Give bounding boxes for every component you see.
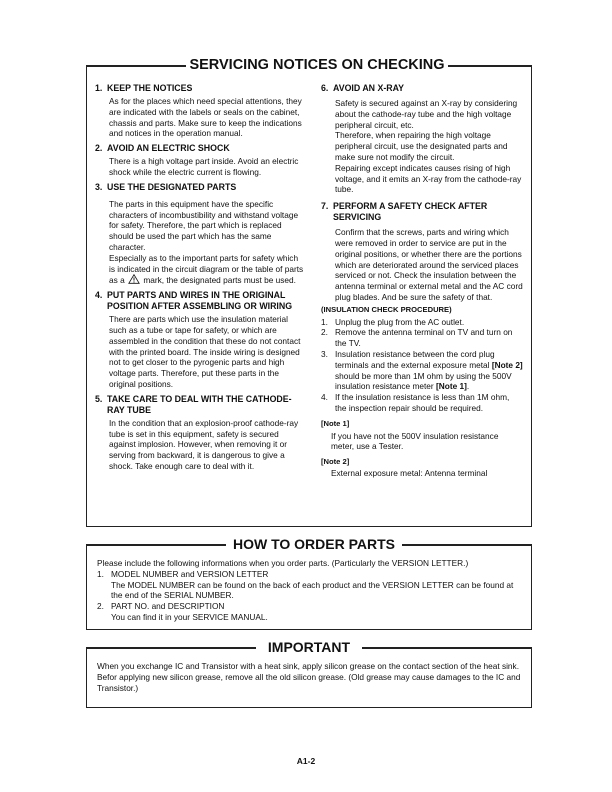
- section-heading-text: PERFORM A SAFETY CHECK AFTER SERVICING: [333, 201, 488, 223]
- note-2-reference: [Note 2]: [491, 359, 523, 370]
- section-number: 2.: [95, 143, 103, 154]
- order-item-number: 1.: [97, 568, 104, 579]
- order-title-rule-left: [86, 544, 226, 546]
- important-body: When you exchange IC and Transistor with a heat sink, apply silicon grease on the contact section of the heat sink. Befor applying new silicon grease, remove all the old silicon grease. (Old grease may cause damages to the IC and Transistor.): [97, 661, 521, 693]
- order-title-rule-right: [402, 544, 532, 546]
- servicing-title: SERVICING NOTICES ON CHECKING: [186, 57, 448, 74]
- step-text: Unplug the plug from the AC outlet.: [335, 316, 465, 327]
- step-text: If the insulation resistance is less than 1M ohm, the inspection repair should be required.: [335, 392, 510, 413]
- section-5-heading: [95, 394, 305, 416]
- order-item-2: [97, 601, 525, 612]
- section-3-body-2a: Especially as to the important parts for safety which is indicated in the circuit diagram or the table of parts as a: [109, 252, 304, 286]
- order-item-heading: PART NO. and DESCRIPTION: [111, 601, 225, 612]
- section-6-body-2: Therefore, when repairing the high voltage peripheral circuit, use the designated parts and make sure not modify the circuit.: [335, 130, 508, 162]
- section-heading-text: AVOID AN X-RAY: [333, 83, 405, 93]
- servicing-right-column: [321, 83, 523, 479]
- section-electric-shock: [95, 143, 305, 178]
- section-designated-parts: [95, 182, 305, 286]
- step-number: 3.: [321, 348, 328, 359]
- procedure-step: [321, 317, 523, 328]
- section-2-body: There is a high voltage part inside. Avoid an electric shock while the electric current is flowing.: [109, 156, 299, 177]
- section-heading-text: TAKE CARE TO DEAL WITH THE CATHODE-RAY TUBE: [107, 393, 292, 415]
- section-7-heading: [321, 201, 523, 223]
- order-parts-content: [97, 558, 525, 623]
- note-1-label: [Note 1]: [321, 418, 350, 428]
- note-1-text: If you have not the 500V insulation resistance meter, use a Tester.: [331, 430, 499, 452]
- section-1-body: As for the places which need special attentions, they are indicated with the labels or seals on the cabinet, chassis and parts. Make sure to keep the indications and notices in the operation manual.: [109, 96, 302, 139]
- section-heading-text: USE THE DESIGNATED PARTS: [107, 181, 237, 192]
- order-item-heading: MODEL NUMBER and VERSION LETTER: [111, 568, 269, 579]
- section-number: 4.: [95, 290, 103, 301]
- section-1-heading: [95, 83, 305, 94]
- section-number: 6.: [321, 83, 329, 93]
- servicing-title-rule-right: [448, 65, 532, 67]
- section-number: 7.: [321, 201, 329, 212]
- section-heading-text: AVOID AN ELECTRIC SHOCK: [107, 143, 230, 154]
- section-6-body-3: Repairing except indicates causes rising of high voltage, and it emits an X-ray from the cathode-ray tube.: [335, 162, 522, 195]
- important-title-rule-left: [86, 647, 256, 649]
- section-cathode-ray-tube: [95, 394, 305, 472]
- section-7-body: Confirm that the screws, parts and wiring which were removed in order to service are put in the original positions, or whether there are the portions which are deteriorated around the serviced places serviced or not. Check the insulation between the antenna terminal or external metal and the AC cord plug blades. And be sure the safety of that.: [335, 227, 523, 302]
- section-4-body: There are parts which use the insulation material such as a tube or tape for safety, or which are assembled in the condition that these do not contact with the printed board. The inside wiring is designed not to get closer to the pyrogenic parts and high voltage parts. Therefore, put these parts in the original positions.: [109, 314, 301, 389]
- section-heading-text: PUT PARTS AND WIRES IN THE ORIGINAL POSITION AFTER ASSEMBLING OR WIRING: [107, 290, 293, 312]
- section-6-body-1: Safety is secured against an X-ray by considering about the cathode-ray tube and the high voltage peripheral circuit, etc.: [335, 98, 518, 130]
- section-keep-notices: [95, 83, 305, 139]
- step-text: should be more than 1M ohm by using the 500V insulation resistance meter: [335, 370, 512, 392]
- section-heading-text: KEEP THE NOTICES: [107, 83, 193, 93]
- procedure-steps: [321, 317, 523, 414]
- warning-triangle-icon: [127, 274, 141, 284]
- section-number: 3.: [95, 181, 103, 192]
- step-text: Insulation resistance between the cord plug terminals and the external exposure metal: [335, 348, 495, 370]
- section-3-body-2: [95, 253, 305, 286]
- order-parts-title: HOW TO ORDER PARTS: [226, 536, 402, 553]
- order-intro: Please include the following informations when you order parts. (Particularly the VERSION LETTER.): [97, 558, 469, 568]
- section-6-heading: [321, 83, 523, 94]
- note-2-label: [Note 2]: [321, 457, 350, 467]
- order-item-1-body: The MODEL NUMBER can be found on the back of each product and the VERSION LETTER can be found at the end of the SERIAL NUMBER.: [111, 579, 514, 601]
- section-3-body-2b: mark, the designated parts must be used.: [143, 275, 296, 286]
- section-3-heading: [95, 182, 305, 193]
- important-title: IMPORTANT: [256, 639, 362, 656]
- servicing-left-column: [95, 83, 305, 472]
- important-title-rule-right: [362, 647, 532, 649]
- page-number: A1-2: [296, 756, 316, 766]
- order-item-2-body: You can find it in your SERVICE MANUAL.: [111, 611, 268, 622]
- step-number: 2.: [321, 327, 328, 338]
- section-original-position: [95, 290, 305, 390]
- note-1-reference: [Note 1]: [436, 381, 467, 392]
- section-safety-check: [321, 201, 523, 479]
- section-2-heading: [95, 143, 305, 154]
- procedure-step: [321, 327, 523, 349]
- note-2-text: External exposure metal: Antenna terminal: [331, 467, 488, 478]
- servicing-title-rule-left: [86, 65, 186, 67]
- section-3-body-1: The parts in this equipment have the specific characters of incombustibility and withstand voltage for safety. Therefore, the part which is replaced should be used the part which has the same character.: [109, 198, 299, 252]
- section-5-body: In the condition that an explosion-proof cathode-ray tube is set in this equipment, safety is secured against implosion. However, when removing it or serving from backward, it is dangerous to give a shock. Take enough care to deal with it.: [109, 417, 299, 471]
- step-number: 4.: [321, 392, 328, 403]
- section-number: 1.: [95, 83, 103, 93]
- order-item-number: 2.: [97, 601, 104, 612]
- section-x-ray: [321, 83, 523, 195]
- step-text: .: [466, 381, 470, 392]
- insulation-procedure-title: (INSULATION CHECK PROCEDURE): [321, 304, 452, 314]
- section-number: 5.: [95, 393, 103, 404]
- step-number: 1.: [321, 316, 328, 327]
- step-text: Remove the antenna terminal on TV and turn on the TV.: [335, 327, 513, 349]
- procedure-step: [321, 349, 523, 392]
- order-item-1: [97, 569, 525, 580]
- section-4-heading: [95, 290, 305, 312]
- procedure-step: [321, 392, 523, 414]
